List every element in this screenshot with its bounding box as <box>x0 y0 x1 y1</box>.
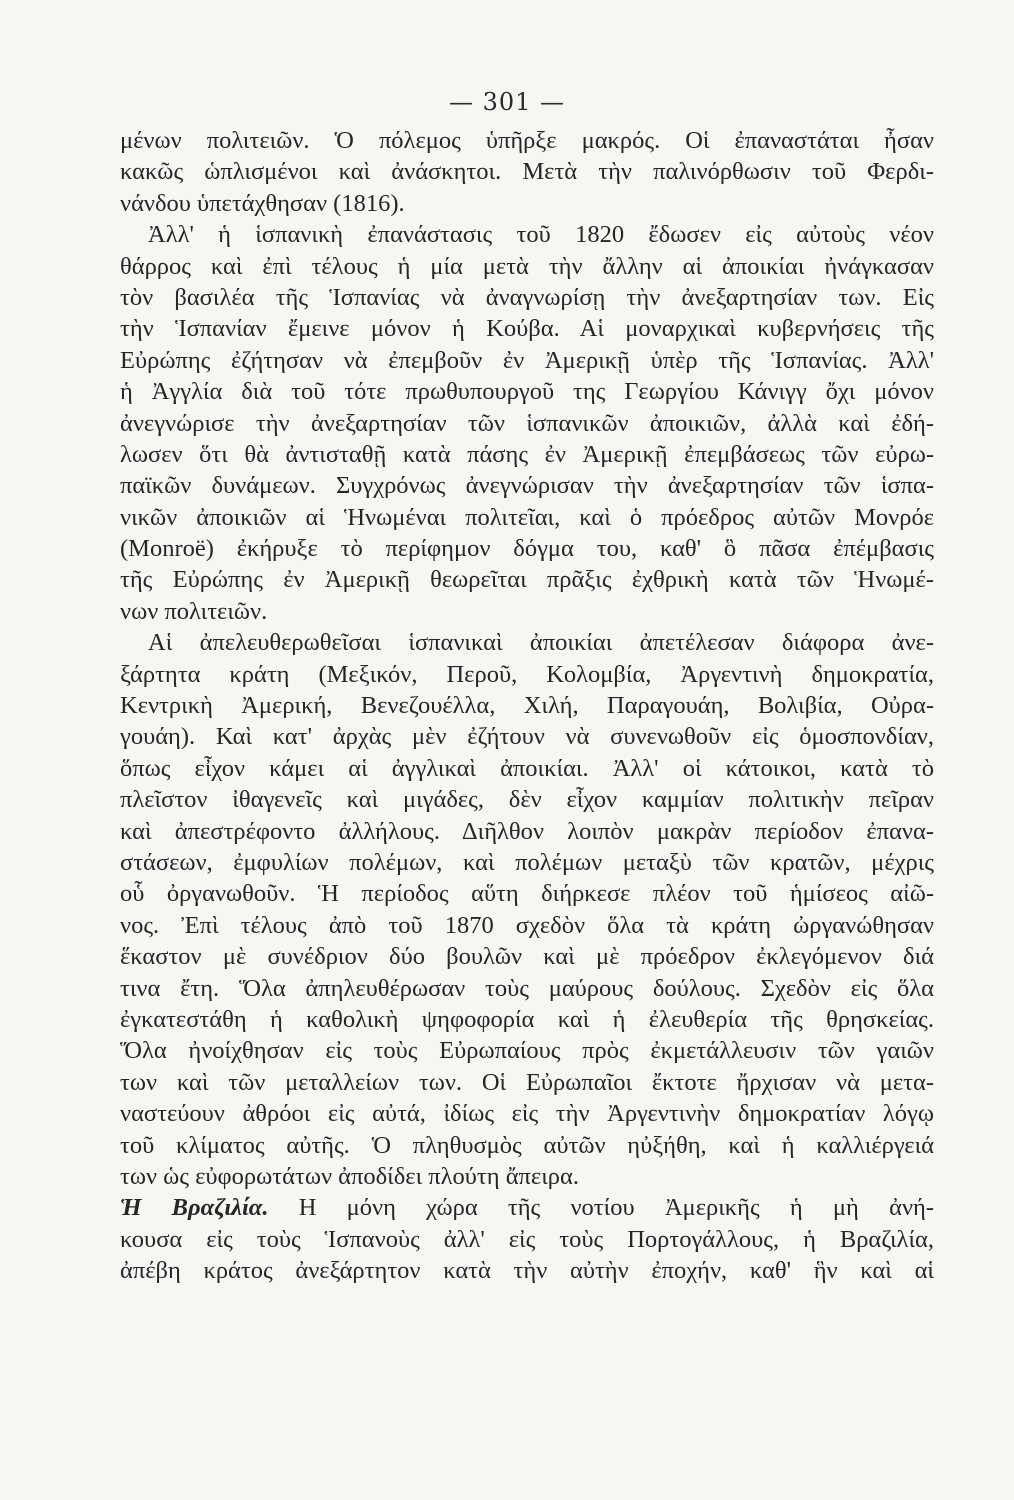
text-line: Εὐρώπης ἐζήτησαν νὰ ἐπεμβοῦν ἐν Ἀμερικῇ ὑπὲρ τῆς Ἱσπανίας. Ἀλλ' <box>120 346 934 374</box>
text-line: Κεντρικὴ Ἀμερική, Βενεζουέλλα, Χιλή, Παραγουάη, Βολιβία, Οὐρα- <box>120 692 934 720</box>
text-line: τινα ἔτη. Ὅλα ἀπηλευθέρωσαν τοὺς μαύρους δούλους. Σχεδὸν εἰς ὅλα <box>120 974 934 1002</box>
text-line: πλεῖστον ἰθαγενεῖς καὶ μιγάδες, δὲν εἶχον καμμίαν πολιτικὴν πεῖραν <box>120 786 934 814</box>
section-heading: Ἡ Βραζιλία. <box>120 1194 269 1222</box>
body-text <box>120 125 934 1286</box>
text-line <box>120 1192 934 1223</box>
text-line: ἐγκατεστάθη ἡ καθολικὴ ψηφοφορία καὶ ἡ ἐλευθερία τῆς θρησκείας. <box>120 1005 934 1033</box>
text-line: κουσα εἰς τοὺς Ἱσπανοὺς ἀλλ' εἰς τοὺς Πορτογάλλους, ἡ Βραζιλία, <box>120 1225 934 1253</box>
text-line: τοῦ κλίματος αὐτῆς. Ὁ πληθυσμὸς αὐτῶν ηὐξήθη, καὶ ἡ καλλιέργειά <box>120 1131 934 1159</box>
text-line: στάσεων, ἐμφυλίων πολέμων, καὶ πολέμων μεταξὺ τῶν κρατῶν, μέχρις <box>120 848 934 876</box>
text-line: ὅπως εἶχον κάμει αἱ ἀγγλικαὶ ἀποικίαι. Ἀλλ' οἱ κάτοικοι, κατὰ τὸ <box>120 754 934 782</box>
text-line: Αἱ ἀπελευθερωθεῖσαι ἱσπανικαὶ ἀποικίαι ἀπετέλεσαν διάφορα ἀνε- <box>148 629 934 657</box>
text-line: των καὶ τῶν μεταλλείων των. Οἱ Εὐρωπαῖοι ἔκτοτε ἤρχισαν νὰ μετα- <box>120 1068 934 1096</box>
text-line: ἕκαστον μὲ συνέδριον δύο βουλῶν καὶ μὲ πρόεδρον ἐκλεγόμενον διά <box>120 943 934 971</box>
text-line: ξάρτητα κράτη (Μεξικόν, Περοῦ, Κολομβία, Ἀργεντινὴ δημοκρατία, <box>120 660 934 688</box>
text-line: (Monroë) ἐκήρυξε τὸ περίφημον δόγμα του, καθ' ὃ πᾶσα ἐπέμβασις <box>120 535 934 563</box>
page-number: — 301 — <box>448 88 566 116</box>
text-line: θάρρος καὶ ἐπὶ τέλους ἡ μία μετὰ τὴν ἄλλην αἱ ἀποικίαι ἠνάγκασαν <box>120 252 934 280</box>
text-line: οὗ ὀργανωθοῦν. Ἡ περίοδος αὕτη διήρκεσε πλέον τοῦ ἡμίσεος αἰῶ- <box>120 880 934 908</box>
text-line: τῆς Εὐρώπης ἐν Ἀμερικῇ θεωρεῖται πρᾶξις ἐχθρικὴ κατὰ τῶν Ἡνωμέ- <box>120 566 934 594</box>
text-line: των ὡς εὐφορωτάτων ἀποδίδει πλούτη ἄπειρα. <box>120 1162 579 1190</box>
text-line: τὴν Ἱσπανίαν ἔμεινε μόνον ἡ Κούβα. Αἱ μοναρχικαὶ κυβερνήσεις τῆς <box>120 315 934 343</box>
text-line: Ὅλα ἠνοίχθησαν εἰς τοὺς Εὐρωπαίους πρὸς ἐκμετάλλευσιν τῶν γαιῶν <box>120 1037 934 1065</box>
text-line: νικῶν ἀποικιῶν αἱ Ἡνωμέναι πολιτεῖαι, καὶ ὁ πρόεδρος αὐτῶν Μονρόε <box>120 503 934 531</box>
text-line: ναστεύουν ἀθρόοι εἰς αὐτά, ἰδίως εἰς τὴν Ἀργεντινὴν δημοκρατίαν λόγῳ <box>120 1100 934 1128</box>
text-line-content: Η μόνη χώρα τῆς νοτίου Ἀμερικῆς ἡ μὴ ἀνή- <box>268 1194 934 1222</box>
text-line: ἡ Ἀγγλία διὰ τοῦ τότε πρωθυπουργοῦ της Γεωργίου Κάνιγγ ὄχι μόνον <box>120 378 934 406</box>
text-line: καὶ ἀπεστρέφοντο ἀλλήλους. Διῆλθον λοιπὸν μακρὰν περίοδον ἐπανα- <box>120 817 934 845</box>
text-line: νος. Ἐπὶ τέλους ἀπὸ τοῦ 1870 σχεδὸν ὅλα τὰ κράτη ὠργανώθησαν <box>120 911 934 939</box>
text-line: νάνδου ὑπετάχθησαν (1816). <box>120 189 405 217</box>
text-line: μένων πολιτειῶν. Ὁ πόλεμος ὑπῆρξε μακρός. Οἱ ἐπαναστάται ἦσαν <box>120 127 934 154</box>
text-line: Ἀλλ' ἡ ἱσπανικὴ ἐπανάστασις τοῦ 1820 ἔδωσεν εἰς αὐτοὺς νέον <box>148 221 934 249</box>
text-line: λωσεν ὅτι θὰ ἀντισταθῇ κατὰ πάσης ἐν Ἀμερικῇ ἐπεμβάσεως τῶν εὐρω- <box>120 440 934 468</box>
text-line: τὸν βασιλέα τῆς Ἱσπανίας νὰ ἀναγνωρίσῃ τὴν ἀνεξαρτησίαν των. Εἰς <box>120 283 934 311</box>
text-line: παϊκῶν δυνάμεων. Συγχρόνως ἀνεγνώρισαν τὴν ἀνεξαρτησίαν τῶν ἱσπα- <box>120 472 934 500</box>
text-line: ἀνεγνώρισε τὴν ἀνεξαρτησίαν τῶν ἱσπανικῶν ἀποικιῶν, ἀλλὰ καὶ ἐδή- <box>120 409 934 437</box>
text-line: ἀπέβη κράτος ἀνεξάρτητον κατὰ τὴν αὐτὴν ἐποχήν, καθ' ἣν καὶ αἱ <box>120 1257 934 1285</box>
text-line: γουάη). Καὶ κατ' ἀρχὰς μὲν ἐζήτουν νὰ συνενωθοῦν εἰς ὁμοσπονδίαν, <box>120 723 934 751</box>
text-line: νων πολιτειῶν. <box>120 597 268 625</box>
text-line: κακῶς ὡπλισμένοι καὶ ἀνάσκητοι. Μετὰ τὴν παλινόρθωσιν τοῦ Φερδι- <box>120 158 934 186</box>
